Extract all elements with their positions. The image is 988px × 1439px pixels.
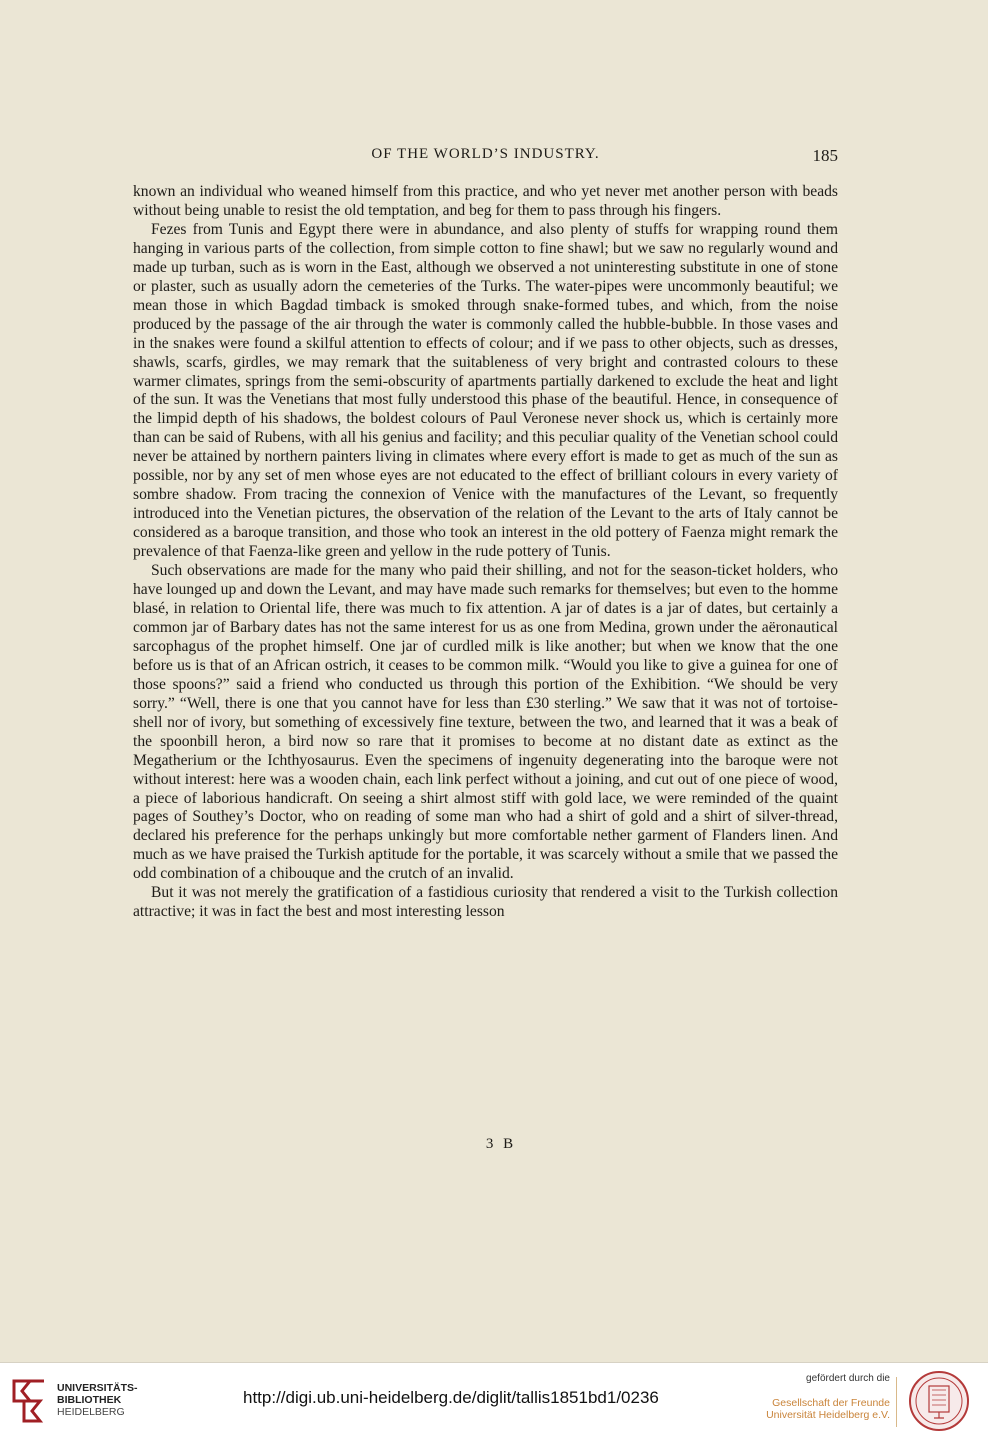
- permalink-url[interactable]: http://digi.ub.uni-heidelberg.de/diglit/tallis1851bd1/0236: [243, 1388, 659, 1407]
- running-title: OF THE WORLD’S INDUSTRY.: [371, 146, 600, 162]
- paragraph-1: known an individual who weaned himself from this practice, and who yet never met another person with beads without being unable to resist the old temptation, and beg for them to pass through his fingers.: [133, 183, 838, 219]
- library-line-3: HEIDELBERG: [57, 1406, 125, 1418]
- library-line-1: UNIVERSITÄTS-: [57, 1382, 138, 1394]
- university-library-logo-icon[interactable]: [10, 1377, 48, 1425]
- footer-divider: [896, 1377, 897, 1427]
- signature-mark: 3 B: [485, 1136, 517, 1152]
- funder-block[interactable]: [766, 1373, 890, 1421]
- funded-by-label: gefördert durch die: [806, 1373, 890, 1384]
- paragraph-2: Fezes from Tunis and Egypt there were in abundance, and also plenty of stuffs for wrapping round them hanging in various parts of the collection, from simple cotton to fine shawl; but we saw no regularly wound and made up turban, such as is worn in the East, although we observed a not uninteresting substitute in one of stone or plaster, such as usually adorn the cemeteries of the Turks. The water-pipes were uncommonly beautiful; we mean those in which Bagdad timback is smoked through snake-formed tubes, and which, from the noise produced by the passage of the air through the water is commonly called the hubble-bubble. In those vases and in the snakes were found a skilful attention to effects of colour; and if we pass to other objects, such as dresses, shawls, scarfs, girdles, we may remark that the suitableness of very bright and contrasted colours to these warmer climates, springs from the semi-obscurity of apartments partially darkened to exclude the heat and light of the sun. It was the Venetians that most fully understood this phase of the beautiful. Hence, in consequence of the limpid depth of his shadows, the boldest colours of Paul Veronese never shock us, which is certainly more than can be said of Rubens, with all his genius and facility; and this peculiar quality of the Venetian school could never be attained by northern painters living in climates where every effort is made to get as much of the sun as possible, nor by any set of men whose eyes are not educated to the effect of brilliant colours in every variety of sombre shadow. From tracing the connexion of Venice with the manufactures of the Levant, so frequently introduced into the Venetian pictures, the observation of the relation of the Levant to the arts of Italy cannot be considered as a baroque transition, and those who took an interest in the old pottery of Faenza might remark the prevalence of that Faenza-like green and yellow in the rude pottery of Tunis.: [133, 220, 838, 561]
- paragraph-4: But it was not merely the gratification of a fastidious curiosity that rendered a visit to the Turkish collection attractive; it was in fact the best and most interesting lesson: [133, 884, 838, 921]
- society-name-line-2: Universität Heidelberg e.V.: [766, 1409, 890, 1421]
- page-number: 185: [812, 146, 838, 165]
- university-seal-icon[interactable]: [908, 1370, 970, 1432]
- library-line-2: BIBLIOTHEK: [57, 1394, 122, 1406]
- society-name-line-1: Gesellschaft der Freunde: [772, 1397, 890, 1409]
- body-text: [133, 183, 838, 922]
- page-header: [133, 146, 838, 170]
- university-library-name[interactable]: [57, 1382, 138, 1418]
- paragraph-3: Such observations are made for the many who paid their shilling, and not for the season-ticket holders, who have lounged up and down the Levant, and may have made such remarks for themselves; but even to the homme blasé, in relation to Oriental life, there was much to fix attention. A jar of dates is a jar of dates, but certainly a common jar of Barbary dates has not the same interest for us as one from Medina, grown under the aëronautical sarcophagus of the prophet himself. One jar of curdled milk is like another; but when we know that the one before us is that of an African ostrich, it ceases to be common milk. “Would you like to give a guinea for one of those spoons?” said a friend who conducted us through this portion of the Exhibition. “We should be very sorry.” “Well, there is one that you cannot have for less than £30 sterling.” We saw that it was not of tortoise-shell nor of ivory, but something of excessively fine texture, between the two, and learned that it was a beak of the spoonbill heron, a bird now so rare that it promises to become at no distant date as extinct as the Megatherium or the Ichthyosaurus. Even the specimens of ingenuity degenerating into the baroque were not without interest: here was a wooden chain, each link perfect without a joining, and cut out of one piece of wood, a piece of laborious handicraft. On seeing a shirt almost stiff with gold lace, we were reminded of the quaint pages of Southey’s Doctor, who on reading of some man who had a shirt of gold and a shirt of silver-thread, declared his preference for the perhaps unkingly but more comfortable nether garment of Flanders linen. And much as we have praised the Turkish aptitude for the portable, it was scarcely without a smile that we passed the odd combination of a chibouque and the crutch of an invalid.: [133, 562, 838, 883]
- viewer-footer: [0, 1362, 988, 1439]
